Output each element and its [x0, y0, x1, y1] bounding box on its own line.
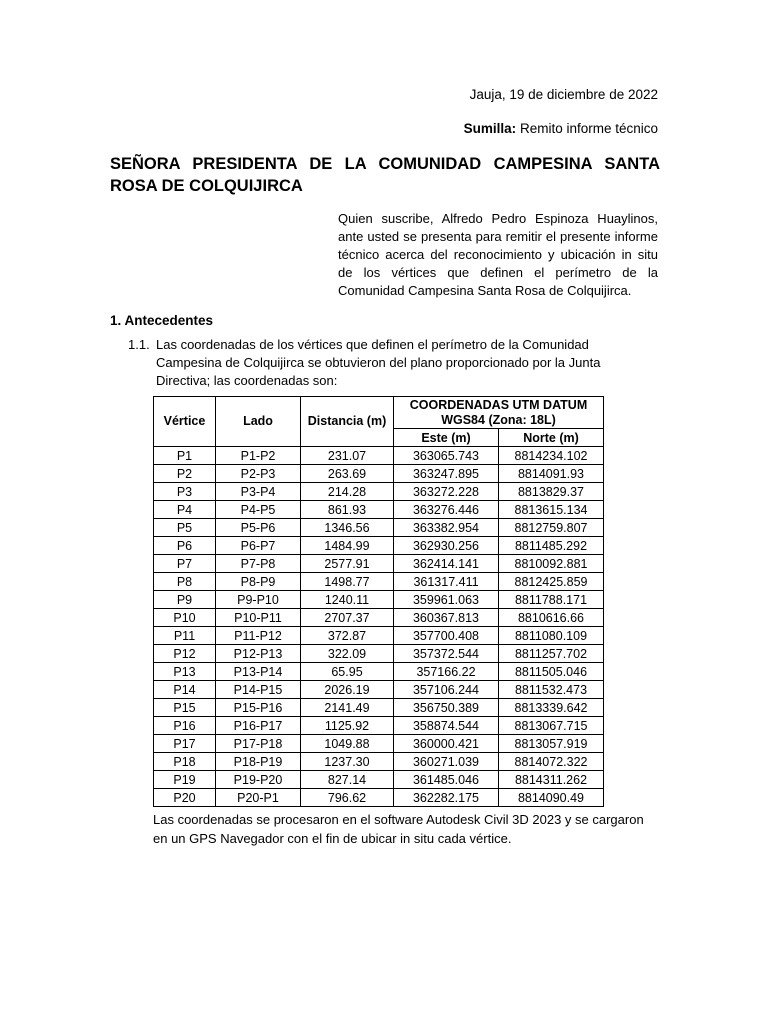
distancia-cell: 2141.49: [301, 699, 394, 717]
norte-cell: 8810092.881: [499, 555, 604, 573]
lado-cell: P18-P19: [216, 753, 301, 771]
norte-cell: 8813829.37: [499, 483, 604, 501]
table-row: [154, 555, 604, 573]
intro-paragraph: Quien suscribe, Alfredo Pedro Espinoza Huaylinos, ante usted se presenta para remitir el presente informe técnico acerca del reconocimiento y ubicación in situ de los vértices que definen el perímetro de la Comunidad Campesina Santa Rosa de Colquijirca.: [338, 211, 658, 298]
lado-cell: P8-P9: [216, 573, 301, 591]
distancia-cell: 372.87: [301, 627, 394, 645]
distancia-cell: 1498.77: [301, 573, 394, 591]
este-cell: 363065.743: [394, 447, 499, 465]
este-cell: 358874.544: [394, 717, 499, 735]
distancia-cell: 1125.92: [301, 717, 394, 735]
norte-cell: 8811532.473: [499, 681, 604, 699]
este-cell: 357372.544: [394, 645, 499, 663]
norte-cell: 8814091.93: [499, 465, 604, 483]
header-coordenadas: COORDENADAS UTM DATUM WGS84 (Zona: 18L): [394, 397, 604, 429]
vertice-cell: P6: [154, 537, 216, 555]
vertice-cell: P3: [154, 483, 216, 501]
header-vertice: Vértice: [154, 397, 216, 447]
distancia-cell: 1346.56: [301, 519, 394, 537]
este-cell: 361485.046: [394, 771, 499, 789]
distancia-cell: 1240.11: [301, 591, 394, 609]
vertice-cell: P14: [154, 681, 216, 699]
distancia-cell: 231.07: [301, 447, 394, 465]
table-row: [154, 501, 604, 519]
norte-cell: 8811505.046: [499, 663, 604, 681]
este-cell: 360271.039: [394, 753, 499, 771]
table-row: [154, 627, 604, 645]
distancia-cell: 2026.19: [301, 681, 394, 699]
lado-cell: P11-P12: [216, 627, 301, 645]
lado-cell: P16-P17: [216, 717, 301, 735]
coordinates-table: [153, 396, 604, 807]
norte-cell: 8813615.134: [499, 501, 604, 519]
table-row: [154, 663, 604, 681]
norte-cell: 8812759.807: [499, 519, 604, 537]
este-cell: 363272.228: [394, 483, 499, 501]
distancia-cell: 263.69: [301, 465, 394, 483]
distancia-cell: 214.28: [301, 483, 394, 501]
vertice-cell: P12: [154, 645, 216, 663]
distancia-cell: 1237.30: [301, 753, 394, 771]
lado-cell: P1-P2: [216, 447, 301, 465]
norte-cell: 8813057.919: [499, 735, 604, 753]
header-norte: Norte (m): [499, 429, 604, 447]
table-row: [154, 645, 604, 663]
table-row: [154, 465, 604, 483]
distancia-cell: 65.95: [301, 663, 394, 681]
sumilla-text: Remito informe técnico: [516, 121, 658, 136]
vertice-cell: P10: [154, 609, 216, 627]
vertice-cell: P15: [154, 699, 216, 717]
lado-cell: P9-P10: [216, 591, 301, 609]
vertice-cell: P18: [154, 753, 216, 771]
norte-cell: 8811080.109: [499, 627, 604, 645]
table-row: [154, 753, 604, 771]
header-este: Este (m): [394, 429, 499, 447]
este-cell: 361317.411: [394, 573, 499, 591]
norte-cell: 8814234.102: [499, 447, 604, 465]
sumilla-line: [464, 121, 658, 136]
lado-cell: P10-P11: [216, 609, 301, 627]
lado-cell: P6-P7: [216, 537, 301, 555]
distancia-cell: 861.93: [301, 501, 394, 519]
vertice-cell: P13: [154, 663, 216, 681]
list-item-1-1: [128, 336, 658, 390]
norte-cell: 8811788.171: [499, 591, 604, 609]
coordinates-table-body: [154, 447, 604, 807]
header-distancia: Distancia (m): [301, 397, 394, 447]
table-row: [154, 519, 604, 537]
este-cell: 356750.389: [394, 699, 499, 717]
closing-paragraph: Las coordenadas se procesaron en el software Autodesk Civil 3D 2023 y se cargaron en un GPS Navegador con el fin de ubicar in situ cada vértice.: [153, 812, 644, 846]
distancia-cell: 322.09: [301, 645, 394, 663]
este-cell: 357106.244: [394, 681, 499, 699]
lado-cell: P19-P20: [216, 771, 301, 789]
table-row: [154, 699, 604, 717]
vertice-cell: P1: [154, 447, 216, 465]
vertice-cell: P16: [154, 717, 216, 735]
distancia-cell: 796.62: [301, 789, 394, 807]
norte-cell: 8813339.642: [499, 699, 604, 717]
table-row: [154, 735, 604, 753]
lado-cell: P5-P6: [216, 519, 301, 537]
este-cell: 357700.408: [394, 627, 499, 645]
table-row: [154, 447, 604, 465]
norte-cell: 8814072.322: [499, 753, 604, 771]
list-item-text: Las coordenadas de los vértices que definen el perímetro de la Comunidad Campesina de Colquijirca se obtuvieron del plano proporcionado por la Junta Directiva; las coordenadas son:: [156, 337, 601, 388]
lado-cell: P14-P15: [216, 681, 301, 699]
table-row: [154, 573, 604, 591]
addressee-heading: SEÑORA PRESIDENTA DE LA COMUNIDAD CAMPESINA SANTA ROSA DE COLQUIJIRCA: [110, 155, 660, 195]
norte-cell: 8813067.715: [499, 717, 604, 735]
norte-cell: 8811257.702: [499, 645, 604, 663]
vertice-cell: P19: [154, 771, 216, 789]
table-row: [154, 609, 604, 627]
table-row: [154, 789, 604, 807]
lado-cell: P3-P4: [216, 483, 301, 501]
este-cell: 363382.954: [394, 519, 499, 537]
header-lado: Lado: [216, 397, 301, 447]
distancia-cell: 1484.99: [301, 537, 394, 555]
este-cell: 357166.22: [394, 663, 499, 681]
vertice-cell: P9: [154, 591, 216, 609]
sumilla-label: Sumilla:: [463, 121, 517, 136]
vertice-cell: P8: [154, 573, 216, 591]
table-row: [154, 681, 604, 699]
list-item-number: 1.1.: [128, 337, 150, 352]
table-row: [154, 537, 604, 555]
lado-cell: P17-P18: [216, 735, 301, 753]
lado-cell: P2-P3: [216, 465, 301, 483]
table-row: [154, 483, 604, 501]
lado-cell: P20-P1: [216, 789, 301, 807]
este-cell: 363247.895: [394, 465, 499, 483]
norte-cell: 8811485.292: [499, 537, 604, 555]
norte-cell: 8814090.49: [499, 789, 604, 807]
date-line: Jauja, 19 de diciembre de 2022: [469, 87, 658, 102]
este-cell: 362414.141: [394, 555, 499, 573]
distancia-cell: 2707.37: [301, 609, 394, 627]
vertice-cell: P5: [154, 519, 216, 537]
norte-cell: 8814311.262: [499, 771, 604, 789]
table-row: [154, 591, 604, 609]
section-title-antecedentes: 1. Antecedentes: [110, 313, 214, 328]
distancia-cell: 2577.91: [301, 555, 394, 573]
este-cell: 360367.813: [394, 609, 499, 627]
vertice-cell: P7: [154, 555, 216, 573]
vertice-cell: P4: [154, 501, 216, 519]
vertice-cell: P17: [154, 735, 216, 753]
este-cell: 363276.446: [394, 501, 499, 519]
lado-cell: P15-P16: [216, 699, 301, 717]
este-cell: 362282.175: [394, 789, 499, 807]
este-cell: 362930.256: [394, 537, 499, 555]
lado-cell: P4-P5: [216, 501, 301, 519]
vertice-cell: P2: [154, 465, 216, 483]
vertice-cell: P20: [154, 789, 216, 807]
lado-cell: P7-P8: [216, 555, 301, 573]
table-row: [154, 771, 604, 789]
lado-cell: P12-P13: [216, 645, 301, 663]
vertice-cell: P11: [154, 627, 216, 645]
norte-cell: 8812425.859: [499, 573, 604, 591]
distancia-cell: 1049.88: [301, 735, 394, 753]
distancia-cell: 827.14: [301, 771, 394, 789]
table-row: [154, 717, 604, 735]
norte-cell: 8810616.66: [499, 609, 604, 627]
este-cell: 359961.063: [394, 591, 499, 609]
lado-cell: P13-P14: [216, 663, 301, 681]
este-cell: 360000.421: [394, 735, 499, 753]
